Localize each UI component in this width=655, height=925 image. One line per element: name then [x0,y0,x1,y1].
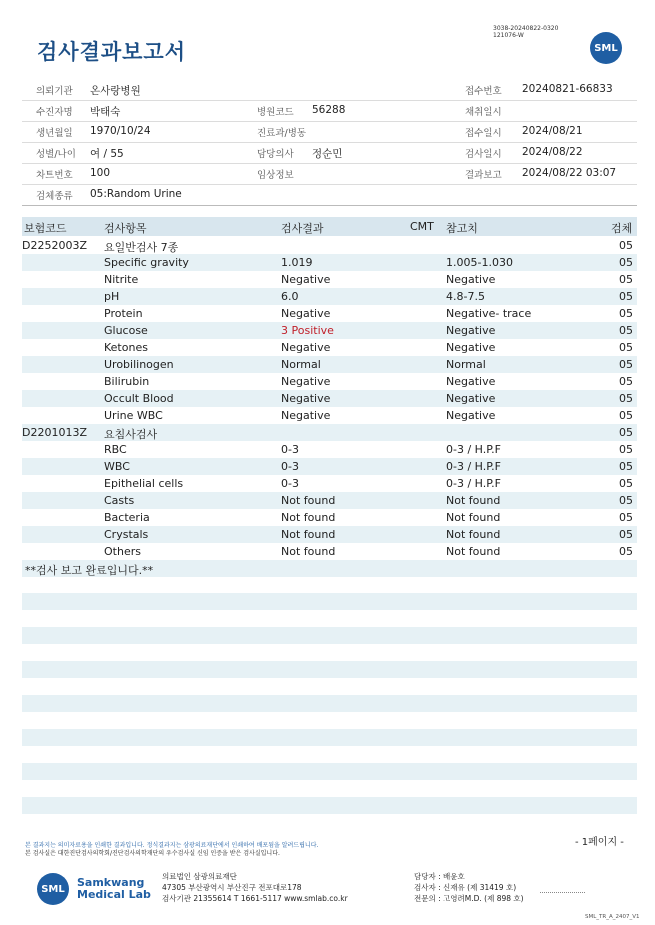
cell-specimen: 05 [619,443,633,456]
table-row [22,322,637,339]
col-ref-header: 참고치 [446,222,478,235]
table-row [22,407,637,424]
staff-line: 검사자 : 신재유 (제 31419 호) [414,883,517,892]
table-row [22,509,637,526]
doctor-label: 담당의사 [257,149,294,160]
cell-item: Urobilinogen [104,358,174,371]
table-row [22,390,637,407]
results-table-header [22,217,637,236]
cell-reference: Negative [446,273,496,286]
sml-logo: SML [590,32,622,64]
empty-row-band [22,763,637,780]
document-code [493,25,558,39]
cell-item: WBC [104,460,130,473]
cell-item: pH [104,290,120,303]
col-specimen-header: 검체 [611,222,633,235]
table-row [22,254,637,271]
cell-item: 요일반검사 7종 [104,241,179,254]
cell-item: Occult Blood [104,392,174,405]
cell-reference: 0-3 / H.P.F [446,477,501,490]
receipt-no-label: 접수번호 [465,86,502,97]
cell-item: Bilirubin [104,375,150,388]
empty-row-band [22,661,637,678]
note-line: 본 검사실은 대한진단검사의학회/진단검사의학재단의 우수검사실 신임 인증을 받은 검사실입니다. [25,850,280,857]
institution-label: 의뢰기관 [36,86,73,97]
cell-specimen: 05 [619,494,633,507]
dob-label: 생년월일 [36,128,73,139]
cell-specimen: 05 [619,239,633,252]
cell-specimen: 05 [619,511,633,524]
cell-result: Negative [281,409,331,422]
cell-item: Glucose [104,324,148,337]
header-row-specimen [22,184,637,206]
report-notes [25,842,318,858]
sexage-value: 여 / 55 [90,148,124,160]
header-row-chart [22,163,637,185]
dob-value: 1970/10/24 [90,125,151,137]
patient-label: 수진자명 [36,107,73,118]
institution-value: 온사랑병원 [90,85,141,97]
table-row [22,237,637,254]
test-date-label: 검사일시 [465,149,502,160]
cell-specimen: 05 [619,426,633,439]
report-complete-text: **검사 보고 완료입니다.** [25,564,154,577]
institution-info-line: 47305 부산광역시 부산진구 전포대로178 [162,883,302,892]
institution-info-line: 의료법인 삼광의료재단 [162,872,237,881]
institution-info [162,871,348,904]
test-date-value: 2024/08/22 [522,146,583,158]
header-row-sexage [22,142,637,164]
cell-specimen: 05 [619,477,633,490]
report-complete-row [22,560,637,577]
cell-reference: Negative [446,409,496,422]
receipt-date-value: 2024/08/21 [522,125,583,137]
brand-line: Medical Lab [77,888,151,901]
cell-reference: Negative [446,341,496,354]
brand-name [77,877,151,901]
empty-row-band [22,627,637,644]
document-code-line: 3038-20240822-0320 [493,25,559,32]
cell-result: Negative [281,375,331,388]
cell-item: Specific gravity [104,256,189,269]
cell-specimen: 05 [619,358,633,371]
cell-item: Bacteria [104,511,150,524]
cell-reference: Not found [446,545,501,558]
cell-item: RBC [104,443,127,456]
table-row [22,271,637,288]
table-row [22,373,637,390]
chart-value: 100 [90,167,111,179]
sexage-label: 성별/나이 [36,149,76,160]
table-row [22,339,637,356]
cell-result: Normal [281,358,321,371]
table-row [22,441,637,458]
empty-row-band [22,695,637,712]
patient-value: 박태숙 [90,106,121,118]
table-row [22,288,637,305]
cell-reference: 1.005-1.030 [446,256,513,269]
receipt-no-value: 20240821-66833 [522,83,613,95]
table-row [22,492,637,509]
cell-result: Not found [281,511,336,524]
cell-result: Negative [281,273,331,286]
cell-item: 요침사검사 [104,428,158,441]
col-item-header: 검사항목 [104,222,147,235]
cell-result: 0-3 [281,460,299,473]
cell-item: Nitrite [104,273,139,286]
header-row-dob [22,121,637,143]
empty-row-band [22,729,637,746]
col-cmt-header: CMT [410,220,434,233]
staff-line: 전문의 : 고영려M.D. (제 898 호) [414,894,524,903]
signature-mark [540,882,585,893]
empty-row-band [22,593,637,610]
hospital-code-value: 56288 [312,104,346,116]
doctor-value: 정순민 [312,148,343,160]
cell-specimen: 05 [619,290,633,303]
cell-specimen: 05 [619,545,633,558]
table-row [22,475,637,492]
table-row [22,424,637,441]
cell-item: Others [104,545,141,558]
col-code-header: 보험코드 [24,222,67,235]
brand-line: Samkwang [77,876,145,889]
cell-result: 6.0 [281,290,299,303]
cell-reference: Negative [446,392,496,405]
report-value: 2024/08/22 03:07 [522,167,617,179]
table-row [22,356,637,373]
report-label: 결과보고 [465,170,502,181]
cell-result: 0-3 [281,443,299,456]
cell-reference: Negative [446,375,496,388]
specimen-label: 검체종류 [36,191,73,202]
specimen-value: 05:Random Urine [90,188,182,200]
cell-reference: 0-3 / H.P.F [446,460,501,473]
cell-specimen: 05 [619,375,633,388]
cell-specimen: 05 [619,460,633,473]
page-number: - 1페이지 - [575,837,624,848]
cell-reference: Negative [446,324,496,337]
cell-item: Epithelial cells [104,477,184,490]
empty-row-band [22,797,637,814]
cell-specimen: 05 [619,324,633,337]
cell-specimen: 05 [619,409,633,422]
col-result-header: 검사결과 [281,222,324,235]
report-title: 검사결과보고서 [37,40,187,64]
cell-code: D2252003Z [22,239,87,252]
cell-item: Ketones [104,341,148,354]
cell-reference: 4.8-7.5 [446,290,485,303]
cell-reference: Not found [446,511,501,524]
sml-footer-logo: SML [37,873,69,905]
cell-item: Crystals [104,528,149,541]
cell-specimen: 05 [619,341,633,354]
cell-item: Casts [104,494,135,507]
staff-info [414,871,524,904]
cell-result: 0-3 [281,477,299,490]
cell-specimen: 05 [619,392,633,405]
header-row-patient [22,100,637,122]
cell-result: Negative [281,341,331,354]
cell-item: Protein [104,307,143,320]
table-row [22,526,637,543]
collect-label: 채취일시 [465,107,502,118]
table-row [22,458,637,475]
cell-specimen: 05 [619,528,633,541]
cell-result: Not found [281,494,336,507]
cell-code: D2201013Z [22,426,87,439]
institution-info-line: 검사기관 21355614 T 1661-5117 www.smlab.co.kr [162,894,348,903]
cell-reference: Negative- trace [446,307,532,320]
cell-reference: Not found [446,494,501,507]
cell-reference: Normal [446,358,486,371]
table-row [22,543,637,560]
form-code: SML_TR_A_2407_V1 [585,914,640,920]
document-code-line: 121076-W [493,32,524,39]
chart-label: 차트번호 [36,170,73,181]
dept-label: 진료과/병동 [257,128,307,139]
cell-reference: Not found [446,528,501,541]
staff-line: 담당자 : 배윤호 [414,872,465,881]
cell-result: 3 Positive [281,324,334,337]
note-line: 본 결과지는 의미자료용을 인쇄한 결과입니다. 정식결과지는 삼광의료재단에서 인쇄하여 배포됨을 알려드립니다. [25,842,319,849]
cell-reference: 0-3 / H.P.F [446,443,501,456]
cell-result: Not found [281,528,336,541]
clinical-label: 임상정보 [257,170,294,181]
cell-specimen: 05 [619,256,633,269]
cell-result: Negative [281,392,331,405]
cell-result: Negative [281,307,331,320]
receipt-date-label: 접수일시 [465,128,502,139]
cell-result: Not found [281,545,336,558]
cell-result: 1.019 [281,256,313,269]
cell-item: Urine WBC [104,409,163,422]
table-row [22,305,637,322]
cell-specimen: 05 [619,307,633,320]
header-row-institution [22,79,637,101]
hospital-code-label: 병원코드 [257,107,294,118]
cell-specimen: 05 [619,273,633,286]
